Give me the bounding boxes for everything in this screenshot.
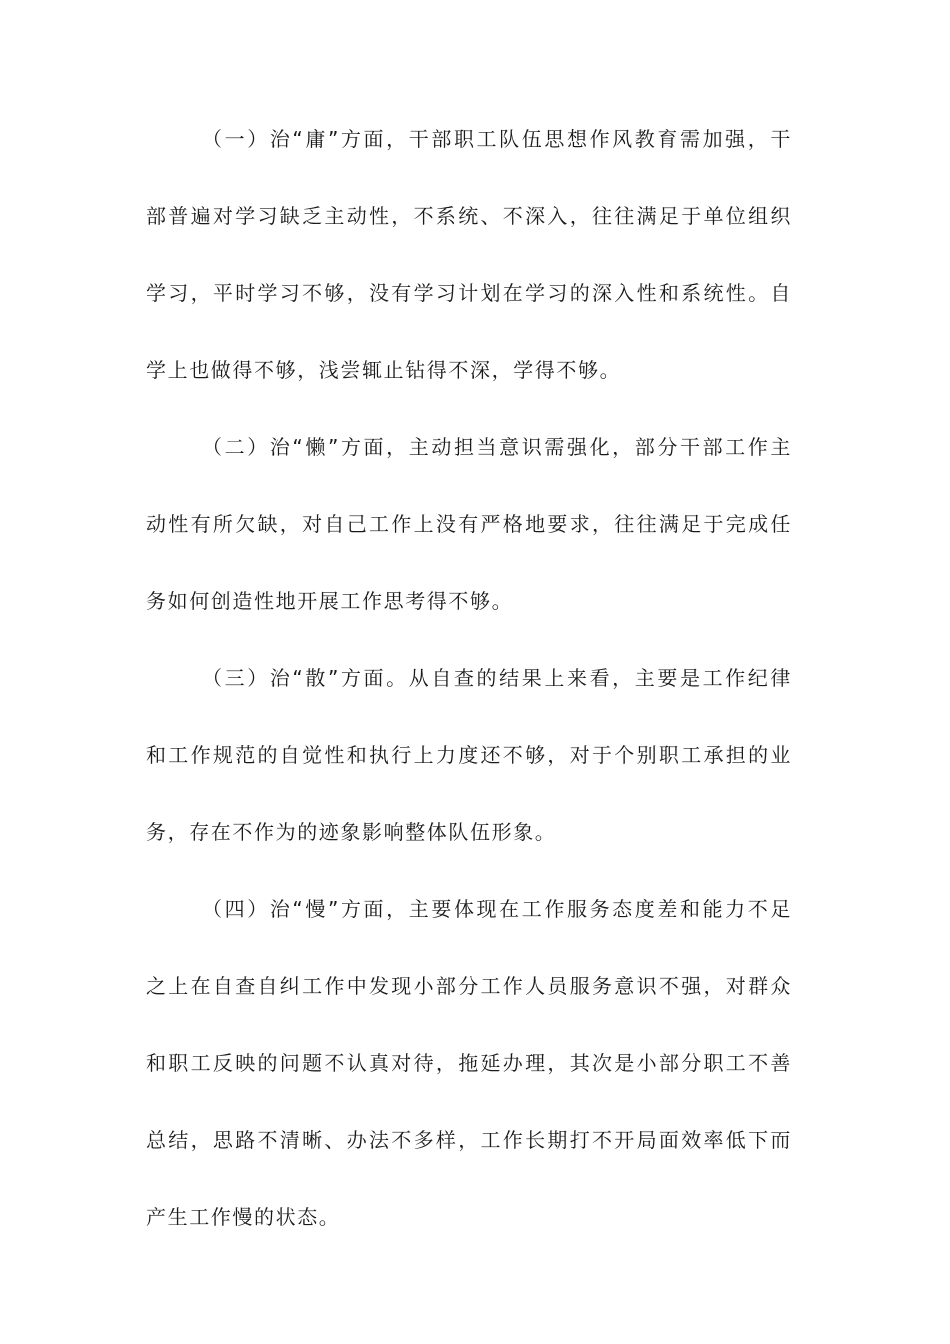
paragraph-line: 和工作规范的自觉性和执行上力度还不够，对于个别职工承担的业 bbox=[146, 743, 792, 767]
paragraph-line: 动性有所欠缺，对自己工作上没有严格地要求，往往满足于完成任 bbox=[146, 512, 792, 536]
paragraph-line: 产生工作慢的状态。 bbox=[146, 1205, 341, 1229]
paragraph-3 bbox=[146, 666, 792, 844]
paragraph-line: （三）治“散”方面。从自查的结果上来看，主要是工作纪律 bbox=[202, 666, 792, 690]
paragraph-line: 总结，思路不清晰、办法不多样，工作长期打不开局面效率低下而 bbox=[146, 1128, 792, 1152]
paragraph-line: 学上也做得不够，浅尝辄止钻得不深，学得不够。 bbox=[146, 358, 622, 382]
paragraph-line: 部普遍对学习缺乏主动性，不系统、不深入，往往满足于单位组织 bbox=[146, 204, 792, 228]
paragraph-line: 学习，平时学习不够，没有学习计划在学习的深入性和系统性。自 bbox=[146, 281, 792, 305]
paragraph-4 bbox=[146, 897, 792, 1229]
paragraph-line: 务如何创造性地开展工作思考得不够。 bbox=[146, 589, 514, 613]
paragraph-1 bbox=[146, 127, 792, 382]
document-body bbox=[146, 127, 792, 1282]
paragraph-line: 和职工反映的问题不认真对待，拖延办理，其次是小部分职工不善 bbox=[146, 1051, 792, 1075]
paragraph-line: （四）治“慢”方面，主要体现在工作服务态度差和能力不足 bbox=[202, 897, 792, 921]
paragraph-2 bbox=[146, 435, 792, 613]
paragraph-line: 之上在自查自纠工作中发现小部分工作人员服务意识不强，对群众 bbox=[146, 974, 792, 998]
paragraph-line: 务，存在不作为的迹象影响整体队伍形象。 bbox=[146, 820, 557, 844]
paragraph-line: （一）治“庸”方面，干部职工队伍思想作风教育需加强，干 bbox=[202, 127, 792, 151]
paragraph-line: （二）治“懒”方面，主动担当意识需强化，部分干部工作主 bbox=[202, 435, 792, 459]
